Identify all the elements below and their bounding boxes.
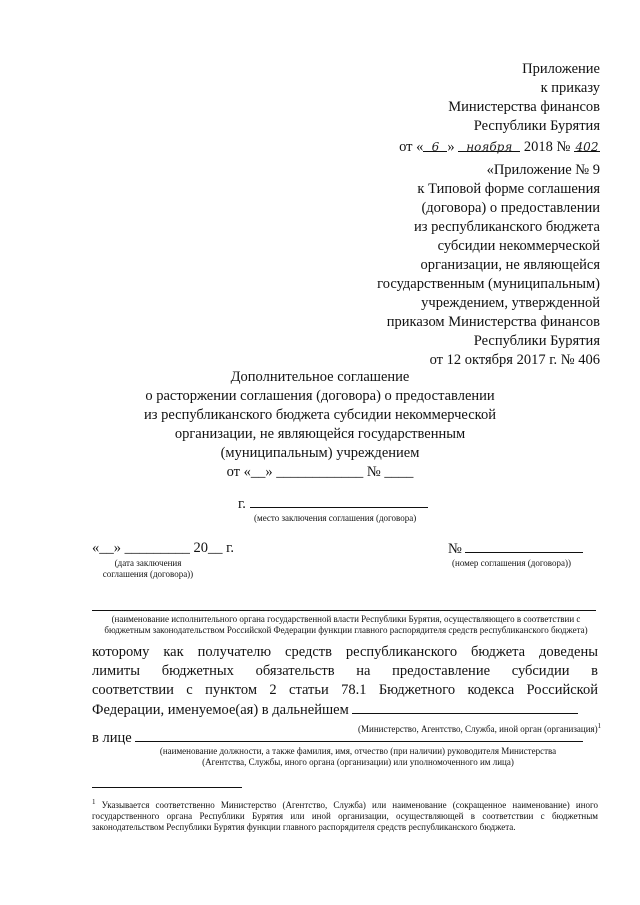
place-blank bbox=[250, 494, 428, 508]
document-title bbox=[80, 368, 560, 482]
body-line: соответствии с пунктом 2 статьи 78.1 Бюджетного кодекса Российской bbox=[92, 682, 598, 698]
header-line: Республики Бурятия bbox=[473, 118, 600, 134]
appendix-line: приказом Министерства финансов bbox=[386, 314, 600, 330]
appendix-line: к Типовой форме соглашения bbox=[417, 181, 600, 197]
order-day-handwritten: 6 bbox=[423, 138, 447, 152]
appendix-line: от 12 октября 2017 г. № 406 bbox=[429, 352, 600, 368]
person-caption: (наименование должности, а также фамилия, имя, отчество (при наличии) руководителя Министерства (Агентства, Службы, иного органа (организации) или уполномоченного им лица) bbox=[159, 746, 557, 767]
agreement-number-caption: (номер соглашения (договора)) bbox=[452, 558, 571, 568]
title-line: (муниципальным) учреждением bbox=[220, 445, 420, 461]
header-line: Министерства финансов bbox=[448, 99, 600, 115]
ministry-caption: (Министерство, Агентство, Служба, иной орган (организация)$^1$ bbox=[358, 722, 602, 734]
footnote bbox=[92, 797, 598, 833]
ministry-blank bbox=[352, 700, 578, 714]
footnote-ref: 1 bbox=[597, 722, 602, 730]
conclusion-date-caption: (дата заключения соглашения (договора)) bbox=[102, 558, 194, 579]
person-blank bbox=[135, 728, 583, 742]
title-line: организации, не являющейся государственным bbox=[174, 426, 466, 442]
agreement-number-blank bbox=[465, 539, 583, 553]
footnote-mark: 1 bbox=[92, 798, 96, 806]
order-number-handwritten: 402 bbox=[575, 140, 599, 154]
title-date-line: от «__» ____________ № ____ bbox=[226, 464, 414, 480]
body-line: лимиты бюджетных обязательств на предоставление субсидии в bbox=[92, 663, 598, 679]
place-line: г. bbox=[238, 494, 428, 514]
order-header bbox=[399, 60, 600, 157]
agreement-number-line: № bbox=[448, 539, 583, 559]
appendix-block bbox=[377, 161, 600, 370]
person-line: в лице bbox=[92, 728, 583, 748]
executive-body-caption: (наименование исполнительного органа государственной власти Республики Бурятия, осуществляющего в соответствии с бюджетным законодательством Российской Федерации функции главного распорядителя средств республиканского бюджета) bbox=[104, 614, 588, 635]
body-line: которому как получателю средств республиканского бюджета доведены bbox=[92, 644, 598, 660]
appendix-line: субсидии некоммерческой bbox=[437, 238, 600, 254]
order-month-handwritten: ноября bbox=[458, 138, 520, 152]
body-paragraph bbox=[92, 643, 598, 720]
conclusion-date: «__» _________ 20__ г. bbox=[92, 540, 235, 556]
header-line: к приказу bbox=[540, 80, 600, 96]
order-date-line: от « 6 » ноября 2018 № 402 bbox=[399, 139, 599, 155]
appendix-line: государственным (муниципальным) bbox=[377, 276, 600, 292]
footnote-text: Указывается соответственно Министерство (Агентство, Служба) или наименование (сокращенное наименование) иного государственного органа Республики Бурятия или иной организации, осуществляющей в соответствии с бюджетным законодательством Республики Бурятия функции главного распорядителя средств республиканского бюджета. bbox=[92, 800, 598, 832]
appendix-line: организации, не являющейся bbox=[420, 257, 600, 273]
footnote-separator bbox=[92, 787, 242, 788]
appendix-line: «Приложение № 9 bbox=[486, 162, 600, 178]
appendix-line: из республиканского бюджета bbox=[414, 219, 600, 235]
executive-body-blank bbox=[92, 610, 596, 611]
title-line: из республиканского бюджета субсидии некоммерческой bbox=[144, 407, 496, 423]
body-line: Федерации, именуемое(ая) в дальнейшем bbox=[92, 700, 598, 720]
place-caption: (место заключения соглашения (договора) bbox=[254, 513, 417, 523]
header-line: Приложение bbox=[522, 61, 600, 77]
appendix-line: (договора) о предоставлении bbox=[421, 200, 600, 216]
appendix-line: Республики Бурятия bbox=[473, 333, 600, 349]
title-line: Дополнительное соглашение bbox=[230, 369, 410, 385]
appendix-line: учреждением, утвержденной bbox=[421, 295, 600, 311]
title-line: о расторжении соглашения (договора) о предоставлении bbox=[145, 388, 495, 404]
